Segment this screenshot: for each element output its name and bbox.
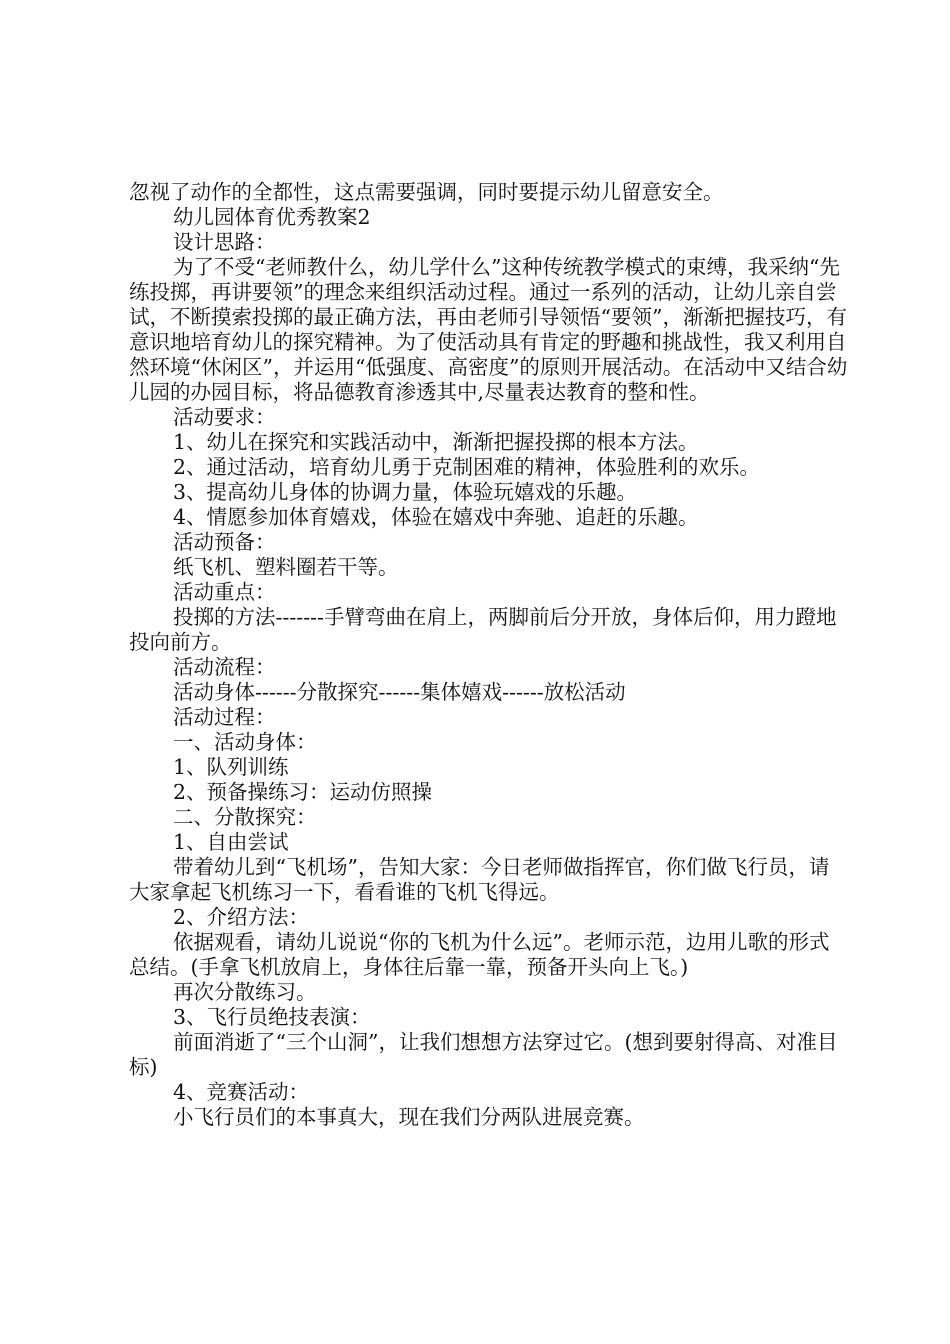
- heading-preparation: 活动预备：: [173, 530, 276, 554]
- heading-key-points: 活动重点：: [173, 580, 276, 604]
- heading-design-idea: 设计思路：: [173, 230, 276, 254]
- paragraph: 带着幼儿到“飞机场”，告知大家：今日老师做指挥官，你们做飞行员，请大家拿起飞机练习一下，看看谁的飞机飞得远。: [129, 855, 830, 904]
- list-item: 二、分散探究：: [173, 805, 317, 829]
- document-body: [129, 180, 849, 1130]
- paragraph: 投掷的方法-------手臂弯曲在肩上，两脚前后分开放，身体后仰，用力蹬地投向前方。: [129, 605, 837, 654]
- list-item: 4、情愿参加体育嬉戏，体验在嬉戏中奔驰、追赶的乐趣。: [173, 505, 699, 529]
- paragraph: 活动身体------分散探究------集体嬉戏------放松活动: [173, 680, 626, 704]
- section-title: 幼儿园体育优秀教案2: [173, 205, 371, 229]
- paragraph-design-idea: 为了不受“老师教什么，幼儿学什么”这种传统教学模式的束缚，我采纳“先练投掷，再讲要领”的理念来组织活动过程。通过一系列的活动，让幼儿亲自尝试，不断摸索投掷的最正确方法，再由老师引导领悟“要领”，渐渐把握技巧，有意识地培育幼儿的探究精神。为了使活动具有肯定的野趣和挑战性，我又利用自然环境“休闲区”，并运用“低强度、高密度”的原则开展活动。在活动中又结合幼儿园的办园目标，将品德教育渗透其中,尽量表达教育的整和性。: [129, 255, 848, 404]
- list-item: 1、幼儿在探究和实践活动中，渐渐把握投掷的根本方法。: [173, 430, 699, 454]
- paragraph: 再次分散练习。: [173, 980, 317, 1004]
- list-item: 3、提高幼儿身体的协调力量，体验玩嬉戏的乐趣。: [173, 480, 638, 504]
- list-item: 1、自由尝试: [173, 830, 289, 854]
- list-item: 2、预备操练习：运动仿照操: [173, 780, 433, 804]
- list-item: 2、介绍方法：: [173, 905, 310, 929]
- paragraph: 小飞行员们的本事真大，现在我们分两队进展竞赛。: [173, 1105, 645, 1129]
- paragraph: 依据观看，请幼儿说说“你的飞机为什么远”。老师示范，边用儿歌的形式总结。(手拿飞机放肩上，身体往后靠一靠，预备开头向上飞。): [129, 930, 830, 979]
- list-item: 1、队列训练: [173, 755, 289, 779]
- heading-requirements: 活动要求：: [173, 405, 276, 429]
- paragraph: 前面消逝了“三个山洞”，让我们想想方法穿过它。(想到要射得高、对准目标): [129, 1030, 838, 1079]
- paragraph: 纸飞机、塑料圈若干等。: [173, 555, 399, 579]
- list-item: 3、飞行员绝技表演：: [173, 1005, 371, 1029]
- paragraph: 忽视了动作的全都性，这点需要强调，同时要提示幼儿留意安全。: [129, 180, 724, 204]
- heading-flow: 活动流程：: [173, 655, 276, 679]
- list-item: 一、活动身体：: [173, 730, 317, 754]
- list-item: 4、竞赛活动：: [173, 1080, 310, 1104]
- heading-process: 活动过程：: [173, 705, 276, 729]
- list-item: 2、通过活动，培育幼儿勇于克制困难的精神，体验胜利的欢乐。: [173, 455, 761, 479]
